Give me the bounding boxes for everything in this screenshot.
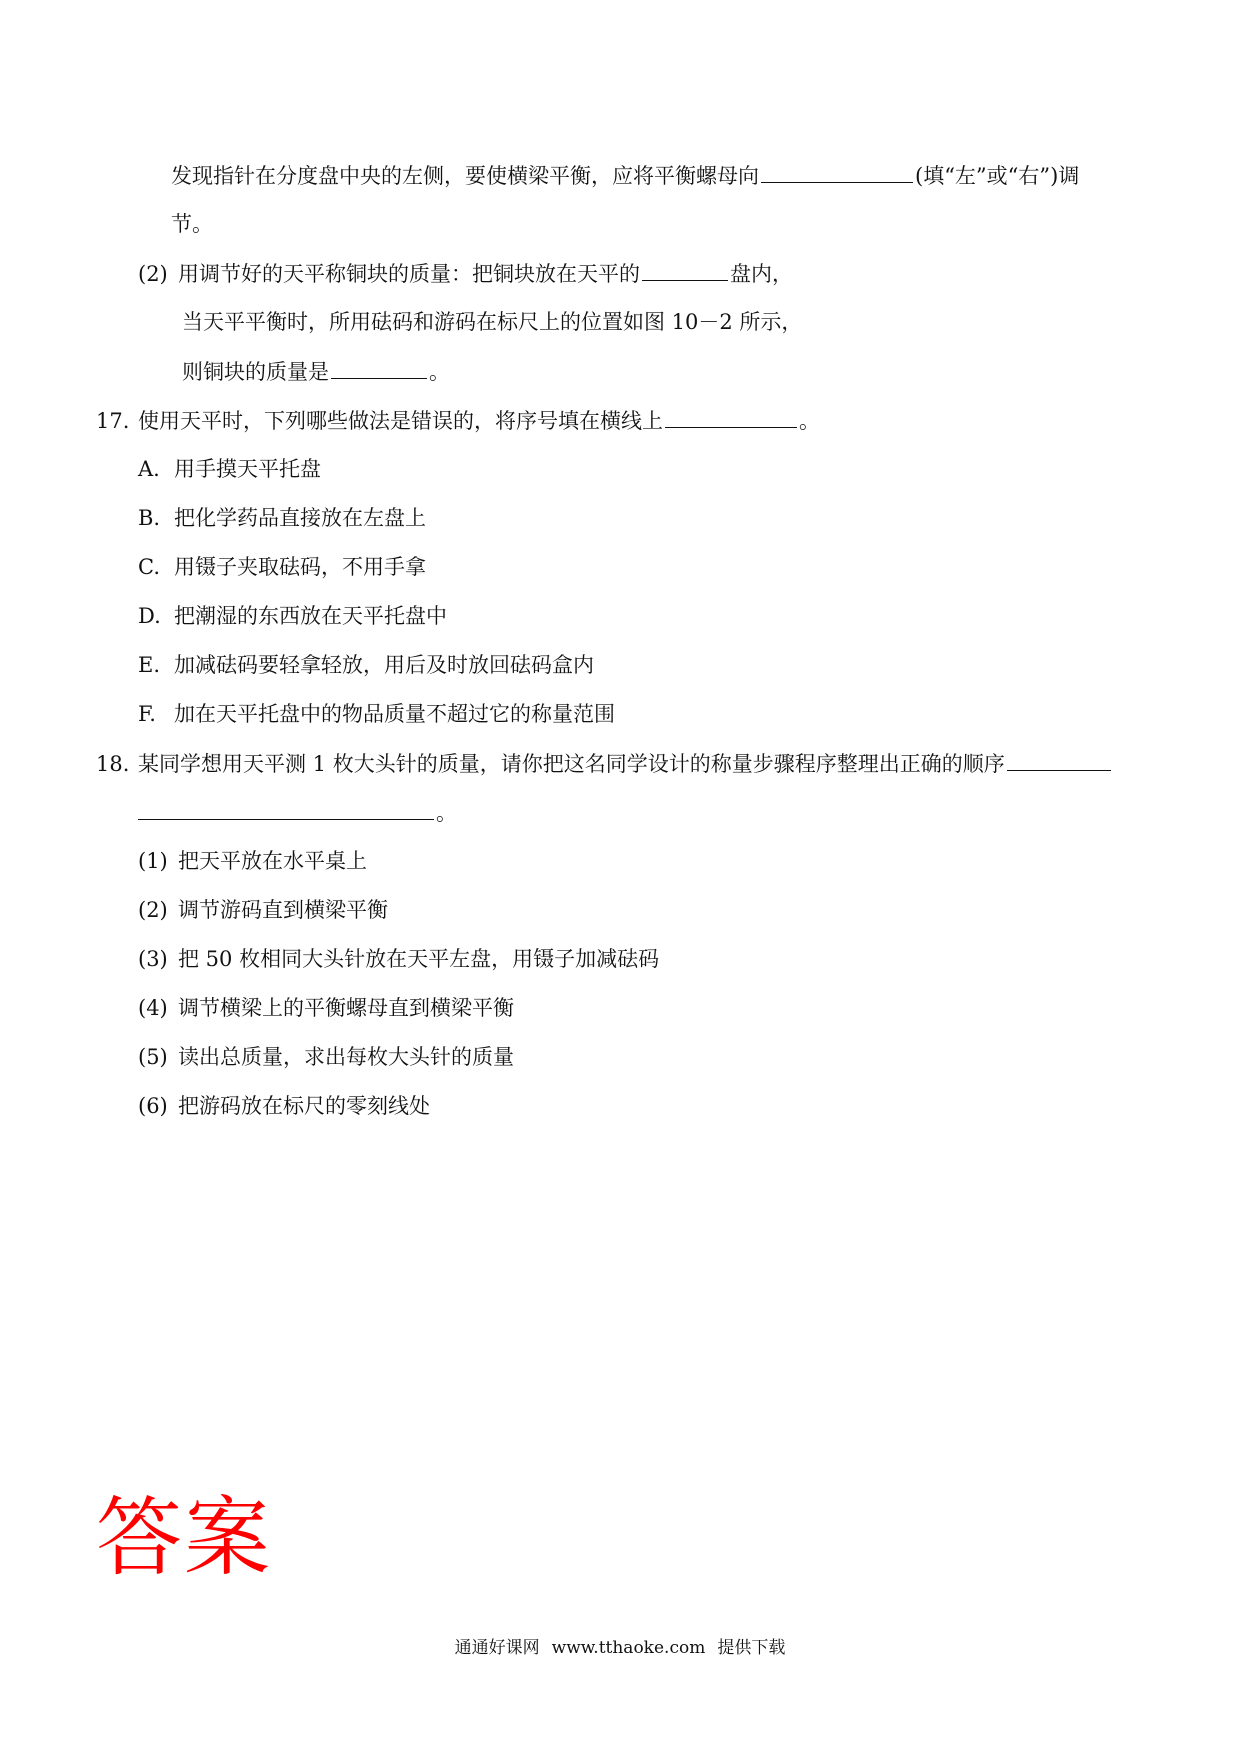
q17-option-letter: B. [138, 506, 161, 530]
footer-url[interactable]: www.tthaoke.com [551, 1638, 706, 1658]
q17-option-letter: D. [138, 604, 161, 628]
q16-part2-number: (2) [138, 262, 168, 286]
q18-step [138, 993, 514, 1023]
q18-stem-text: 某同学想用天平测 1 枚大头针的质量，请你把这名同学设计的称量步骤程序整理出正确的顺序 [138, 752, 1005, 776]
q16-part2-line2: 当天平平衡时，所用砝码和游码在标尺上的位置如图 10－2 所示， [182, 310, 803, 334]
q16-part2-line3-suffix: 。 [429, 360, 450, 384]
q18-step-number: (1) [138, 849, 168, 873]
q18-step [138, 944, 659, 974]
q18-step-number: (5) [138, 1045, 168, 1069]
q17-option-letter: E. [138, 653, 161, 677]
q17-option-text: 加减砝码要轻拿轻放，用后及时放回砝码盒内 [174, 653, 594, 677]
q17-blank-answer[interactable] [665, 405, 797, 428]
q18-blank-part1[interactable] [1007, 748, 1111, 771]
page-footer [0, 1636, 1240, 1660]
q18-step-text: 把天平放在水平桌上 [178, 849, 367, 873]
q18-step-text: 调节游码直到横梁平衡 [178, 898, 388, 922]
q18-step [138, 895, 388, 925]
q17-option-text: 把潮湿的东西放在天平托盘中 [174, 604, 447, 628]
q18-step [138, 1042, 514, 1072]
q17-option [138, 552, 426, 582]
q16-line1 [171, 160, 1079, 190]
q16-blank-mass[interactable] [331, 356, 427, 379]
q18-step-number: (4) [138, 996, 168, 1020]
q17-number: 17. [96, 409, 130, 433]
q16-part2-text: 用调节好的天平称铜块的质量：把铜块放在天平的 [178, 262, 640, 286]
q16-blank-pan[interactable] [642, 258, 728, 281]
answer-heading: 答案 [96, 1488, 272, 1588]
q16-line1-text: 发现指针在分度盘中央的左侧，要使横梁平衡，应将平衡螺母向 [171, 164, 759, 188]
q18-number: 18. [96, 752, 130, 776]
q17-option-text: 加在天平托盘中的物品质量不超过它的称量范围 [174, 702, 615, 726]
q18-stem-continuation [138, 797, 457, 827]
q18-stem-end: 。 [436, 801, 457, 825]
q18-step-text: 把 50 枚相同大头针放在天平左盘，用镊子加减砝码 [178, 947, 660, 971]
q16-line2: 节。 [171, 212, 213, 236]
q18-step-number: (6) [138, 1094, 168, 1118]
q17-option [138, 454, 321, 484]
q17-stem-text: 使用天平时，下列哪些做法是错误的，将序号填在横线上 [138, 409, 663, 433]
q16-blank-direction[interactable] [761, 160, 913, 183]
q18-step-number: (2) [138, 898, 168, 922]
q17-option-letter: F. [138, 702, 156, 726]
q18-stem [96, 748, 1113, 778]
footer-site-name: 通通好课网 [454, 1638, 540, 1658]
q17-stem [96, 405, 820, 435]
q16-part2-line1 [138, 258, 793, 288]
q16-line1-suffix: (填“左”或“右”)调 [915, 164, 1080, 188]
q17-option [138, 503, 426, 533]
q18-step [138, 1091, 430, 1121]
q16-part2-line3 [182, 356, 450, 386]
q17-option-letter: A. [138, 457, 160, 481]
q17-option-text: 用镊子夹取砝码，不用手拿 [174, 555, 426, 579]
q17-option-text: 用手摸天平托盘 [174, 457, 321, 481]
q17-option-text: 把化学药品直接放在左盘上 [174, 506, 426, 530]
q18-step-text: 读出总质量，求出每枚大头针的质量 [178, 1045, 514, 1069]
q16-part2-line3-text: 则铜块的质量是 [182, 360, 329, 384]
q18-step-number: (3) [138, 947, 168, 971]
footer-tagline: 提供下载 [717, 1638, 786, 1658]
q17-option-letter: C. [138, 555, 160, 579]
q18-step-text: 调节横梁上的平衡螺母直到横梁平衡 [178, 996, 514, 1020]
q17-option [138, 601, 447, 631]
q18-blank-part2[interactable] [138, 797, 434, 820]
q18-step [138, 846, 367, 876]
q17-option [138, 699, 615, 729]
q18-step-text: 把游码放在标尺的零刻线处 [178, 1094, 430, 1118]
q16-part2-suffix: 盘内， [730, 262, 793, 286]
q17-stem-suffix: 。 [799, 409, 820, 433]
q17-option [138, 650, 594, 680]
